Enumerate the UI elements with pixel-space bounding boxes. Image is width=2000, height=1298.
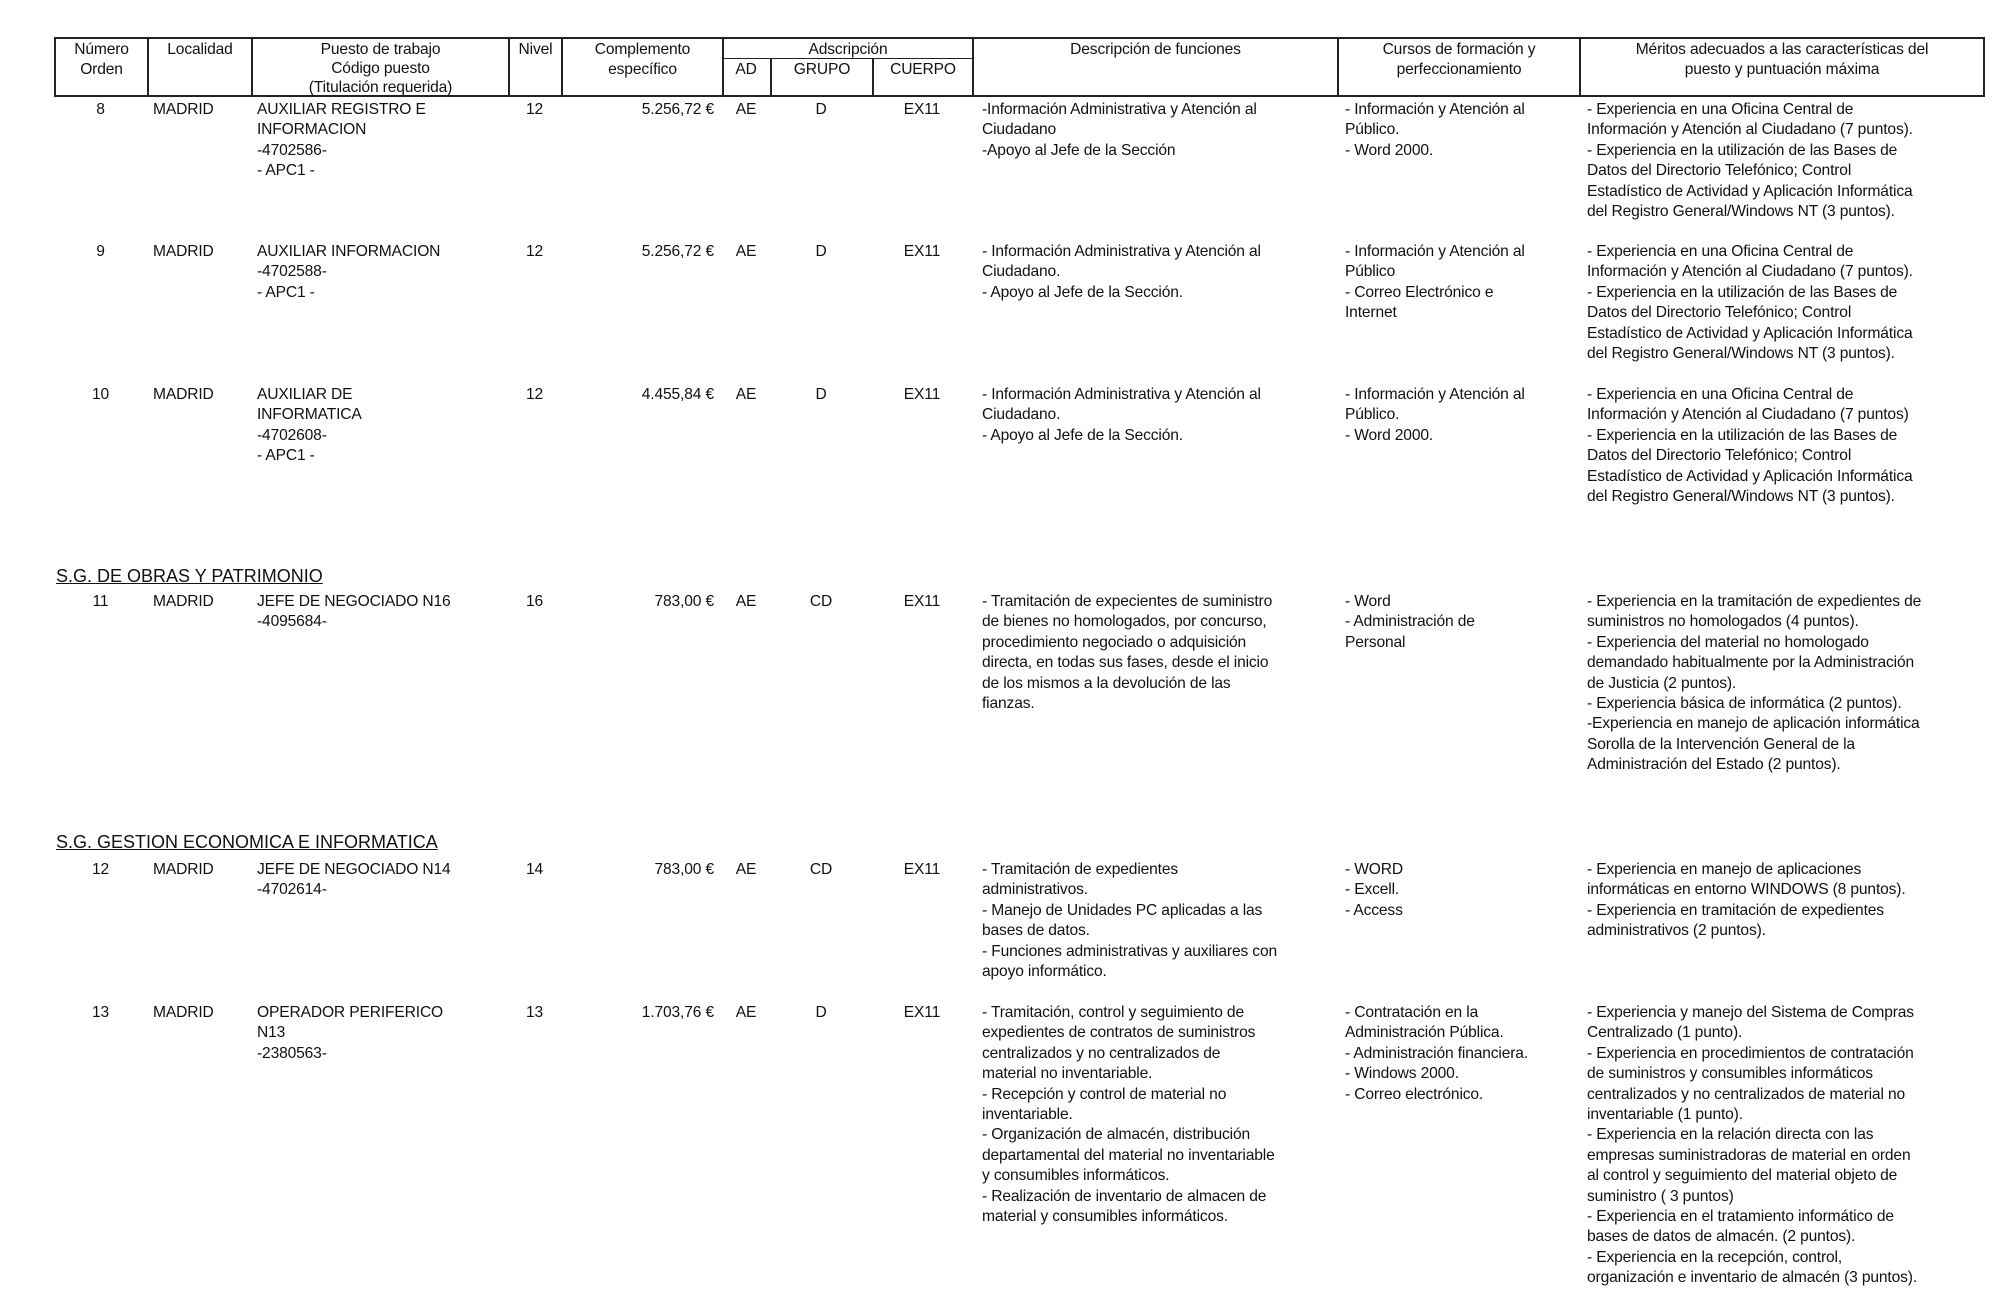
cell-numero: 10 <box>91 386 110 403</box>
cell-meritos: - Experiencia en una Oficina Central de Información y Atención al Ciudadano (7 puntos) - Experiencia en la utilización de las Bases de Datos del Directorio Telefónico; Control Estadístico de Actividad y Aplicación Informática del Registro General/Windows NT (3 puntos). <box>1587 386 1913 506</box>
cell-nivel: 12 <box>525 386 544 403</box>
cell-cuerpo: EX11 <box>903 1004 941 1021</box>
cell-complemento: 5.256,72 € <box>641 243 714 260</box>
cell-grupo: CD <box>809 861 833 878</box>
cell-localidad: MADRID <box>153 593 214 610</box>
cell-cuerpo: EX11 <box>903 861 941 878</box>
header-complemento: Complemento específico <box>561 37 722 97</box>
cell-localidad: MADRID <box>153 861 214 878</box>
cell-cuerpo: EX11 <box>903 386 941 403</box>
cell-cursos: - Word - Administración de Personal <box>1345 593 1475 651</box>
header-numero: Número Orden <box>54 37 147 97</box>
cell-descripcion: - Información Administrativa y Atención al Ciudadano. - Apoyo al Jefe de la Sección. <box>982 243 1261 301</box>
cell-cursos: - Información y Atención al Público. - Word 2000. <box>1345 101 1525 159</box>
header-meritos: Méritos adecuados a las características del puesto y puntuación máxima <box>1579 37 1985 97</box>
cell-meritos: - Experiencia en una Oficina Central de Información y Atención al Ciudadano (7 puntos). - Experiencia en la utilización de las Bases de Datos del Directorio Telefónico; Control Estadístico de Actividad y Aplicación Informática del Registro General/Windows NT (3 puntos). <box>1587 101 1913 221</box>
cell-puesto: AUXILIAR REGISTRO E INFORMACION -4702586- - APC1 - <box>257 101 426 180</box>
cell-numero: 8 <box>96 101 105 118</box>
cell-numero: 11 <box>92 593 109 610</box>
cell-ad: AE <box>735 386 757 403</box>
header-cuerpo: CUERPO <box>872 58 972 97</box>
cell-cursos: - Contratación en la Administración Pública. - Administración financiera. - Windows 2000. - Correo electrónico. <box>1345 1004 1529 1103</box>
cell-nivel: 14 <box>525 861 544 878</box>
cell-cuerpo: EX11 <box>903 243 941 260</box>
cell-cuerpo: EX11 <box>903 593 941 610</box>
cell-grupo: D <box>815 1004 827 1021</box>
cell-descripcion: -Información Administrativa y Atención al Ciudadano -Apoyo al Jefe de la Sección <box>982 101 1257 159</box>
cell-grupo: D <box>815 243 827 260</box>
header-localidad: Localidad <box>147 37 251 97</box>
cell-puesto: JEFE DE NEGOCIADO N16 -4095684- <box>257 593 451 631</box>
header-cursos: Cursos de formación y perfeccionamiento <box>1337 37 1579 97</box>
cell-complemento: 4.455,84 € <box>641 386 714 403</box>
cell-localidad: MADRID <box>153 243 214 260</box>
cell-cursos: - Información y Atención al Público. - Word 2000. <box>1345 386 1525 444</box>
cell-complemento: 1.703,76 € <box>641 1004 714 1021</box>
header-descripcion: Descripción de funciones <box>972 37 1337 97</box>
cell-numero: 9 <box>96 243 105 260</box>
header-puesto: Puesto de trabajo Código puesto (Titulación requerida) <box>251 37 508 97</box>
cell-nivel: 13 <box>525 1004 544 1021</box>
cell-descripcion: - Tramitación, control y seguimiento de expedientes de contratos de suministros centralizados y no centralizados de material no inventariable. - Recepción y control de material no inventariable. - Organización de almacén, distribución departamental del material no inventariable y consumibles informáticos. - Realización de inventario de almacen de material y consumibles informáticos. <box>982 1004 1275 1226</box>
section-title: S.G. GESTION ECONOMICA E INFORMATICA <box>56 832 438 852</box>
cell-puesto: JEFE DE NEGOCIADO N14 -4702614- <box>257 861 451 899</box>
cell-meritos: - Experiencia y manejo del Sistema de Compras Centralizado (1 punto). - Experiencia en procedimientos de contratación de suministros y consumibles informáticos centralizados y no centralizados de material no inventariable (1 punto). - Experiencia en la relación directa con las empresas suministradoras de material en orden al control y seguimiento del material objeto de suministro ( 3 puntos) - Experiencia en el tratamiento informático de bases de datos de almacén. (2 puntos). - Experiencia en la recepción, control, organización e inventario de almacén (3 puntos). <box>1587 1004 1917 1287</box>
cell-meritos: - Experiencia en manejo de aplicaciones informáticas en entorno WINDOWS (8 puntos). - Experiencia en tramitación de expedientes administrativos (2 puntos). <box>1587 861 1906 940</box>
cell-cursos: - WORD - Excell. - Access <box>1345 861 1403 919</box>
cell-ad: AE <box>735 861 757 878</box>
cell-complemento: 783,00 € <box>654 861 714 878</box>
cell-nivel: 16 <box>525 593 544 610</box>
cell-descripcion: - Información Administrativa y Atención al Ciudadano. - Apoyo al Jefe de la Sección. <box>982 386 1261 444</box>
cell-puesto: AUXILIAR DE INFORMATICA -4702608- - APC1 - <box>257 386 362 465</box>
cell-puesto: AUXILIAR INFORMACION -4702588- - APC1 - <box>257 243 441 301</box>
cell-descripcion: - Tramitación de expecientes de suministro de bienes no homologados, por concurso, procedimiento negociado o adquisición directa, en todas sus fases, desde el inicio de los mismos a la devolución de las fianzas. <box>982 593 1273 713</box>
cell-cuerpo: EX11 <box>903 101 941 118</box>
header-nivel: Nivel <box>508 37 561 97</box>
cell-meritos: - Experiencia en la tramitación de expedientes de suministros no homologados (4 puntos). - Experiencia del material no homologado demandado habitualmente por la Administración de Justicia (2 puntos). - Experiencia básica de informática (2 puntos). -Experiencia en manejo de aplicación informática Sorolla de la Intervención General de la Administración del Estado (2 puntos). <box>1587 593 1922 774</box>
cell-ad: AE <box>735 593 757 610</box>
cell-puesto: OPERADOR PERIFERICO N13 -2380563- <box>257 1004 444 1062</box>
cell-complemento: 783,00 € <box>654 593 714 610</box>
cell-nivel: 12 <box>525 101 544 118</box>
header-ad: AD <box>722 58 770 97</box>
cell-ad: AE <box>735 101 757 118</box>
cell-meritos: - Experiencia en una Oficina Central de Información y Atención al Ciudadano (7 puntos). - Experiencia en la utilización de las Bases de Datos del Directorio Telefónico; Control Estadístico de Actividad y Aplicación Informática del Registro General/Windows NT (3 puntos). <box>1587 243 1913 363</box>
cell-grupo: CD <box>809 593 833 610</box>
header-adscripcion: Adscripción <box>722 37 972 97</box>
cell-grupo: D <box>815 101 827 118</box>
cell-localidad: MADRID <box>153 386 214 403</box>
cell-nivel: 12 <box>525 243 544 260</box>
header-grupo: GRUPO <box>770 58 872 97</box>
cell-numero: 12 <box>91 861 110 878</box>
cell-localidad: MADRID <box>153 1004 214 1021</box>
cell-complemento: 5.256,72 € <box>641 101 714 118</box>
cell-ad: AE <box>735 243 757 260</box>
cell-descripcion: - Tramitación de expedientes administrativos. - Manejo de Unidades PC aplicadas a las bases de datos. - Funciones administrativas y auxiliares con apoyo informático. <box>982 861 1278 981</box>
cell-localidad: MADRID <box>153 101 214 118</box>
cell-grupo: D <box>815 386 827 403</box>
cell-numero: 13 <box>91 1004 110 1021</box>
cell-cursos: - Información y Atención al Público - Correo Electrónico e Internet <box>1345 243 1525 322</box>
cell-ad: AE <box>735 1004 757 1021</box>
section-title: S.G. DE OBRAS Y PATRIMONIO <box>56 566 323 586</box>
